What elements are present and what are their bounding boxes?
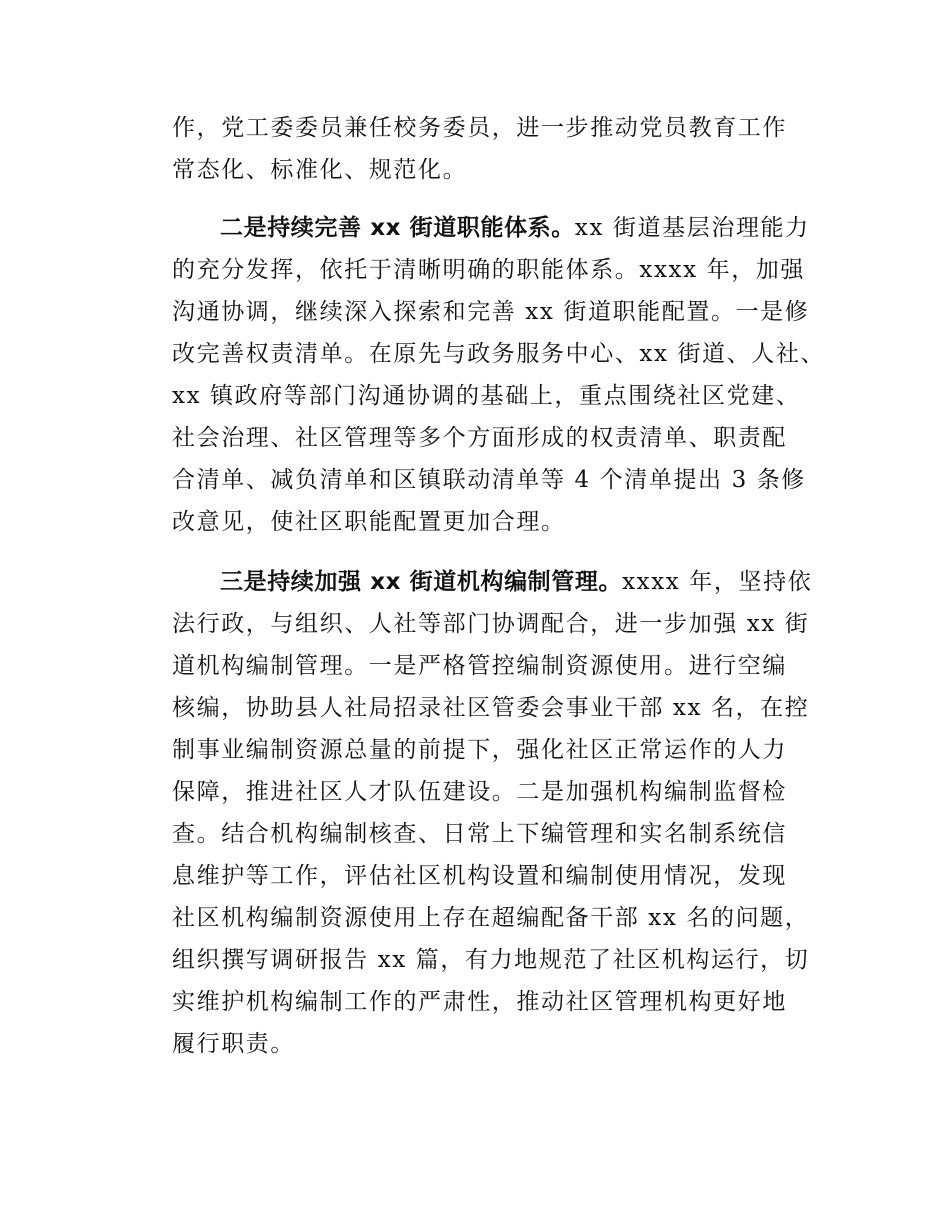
- paragraph-line: xx 街道基层治理能力: [574, 215, 810, 241]
- paragraph-line: 合清单、减负清单和区镇联动清单等 4 个清单提出 3 条修: [172, 467, 806, 493]
- paragraph-line: 法行政，与组织、人社等部门协调配合，进一步加强 xx 街: [172, 611, 810, 637]
- paragraph-line: 实维护机构编制工作的严肃性，推动社区管理机构更好地: [172, 989, 787, 1015]
- paragraph-line: 查。结合机构编制核查、日常上下编管理和实名制系统信: [172, 821, 787, 847]
- paragraph-line: 组织撰写调研报告 xx 篇，有力地规范了社区机构运行，切: [172, 947, 810, 973]
- paragraph-line: 道机构编制管理。一是严格管控编制资源使用。进行空编: [172, 653, 787, 679]
- paragraph-line: 社区机构编制资源使用上存在超编配备干部 xx 名的问题，: [172, 905, 810, 931]
- paragraph-line: 核编，协助县人社局招录社区管委会事业干部 xx 名，在控: [172, 695, 810, 721]
- paragraph-line: xx 镇政府等部门沟通协调的基础上，重点围绕社区党建、: [172, 383, 801, 409]
- paragraph-line: 息维护等工作，评估社区机构设置和编制使用情况，发现: [172, 863, 787, 889]
- paragraph-first-line: [172, 561, 812, 603]
- paragraph-line: 改意见，使社区职能配置更加合理。: [172, 509, 566, 535]
- paragraph-line: 常态化、标准化、规范化。: [172, 157, 468, 183]
- paragraph-heading: 二是持续完善 xx 街道职能体系。: [220, 215, 575, 241]
- paragraph-line: 改完善权责清单。在原先与政务服务中心、xx 街道、人社、: [172, 341, 826, 367]
- paragraph-2: [172, 207, 826, 543]
- paragraph-first-line: [172, 207, 812, 249]
- paragraph-1: [172, 107, 812, 191]
- paragraph-line: 制事业编制资源总量的前提下，强化社区正常运作的人力: [172, 737, 787, 763]
- paragraph-3: [172, 561, 812, 1065]
- paragraph-line: 作，党工委委员兼任校务委员，进一步推动党员教育工作: [172, 115, 787, 141]
- paragraph-line: 社会治理、社区管理等多个方面形成的权责清单、职责配: [172, 425, 787, 451]
- paragraph-heading: 三是持续加强 xx 街道机构编制管理。: [220, 569, 623, 595]
- paragraph-line: xxxx 年，坚持依: [622, 569, 813, 595]
- paragraph-line: 沟通协调，继续深入探索和完善 xx 街道职能配置。一是修: [172, 299, 810, 325]
- paragraph-line: 履行职责。: [172, 1031, 295, 1057]
- paragraph-line: 保障，推进社区人才队伍建设。二是加强机构编制监督检: [172, 779, 787, 805]
- paragraph-line: 的充分发挥，依托于清晰明确的职能体系。xxxx 年，加强: [172, 257, 805, 283]
